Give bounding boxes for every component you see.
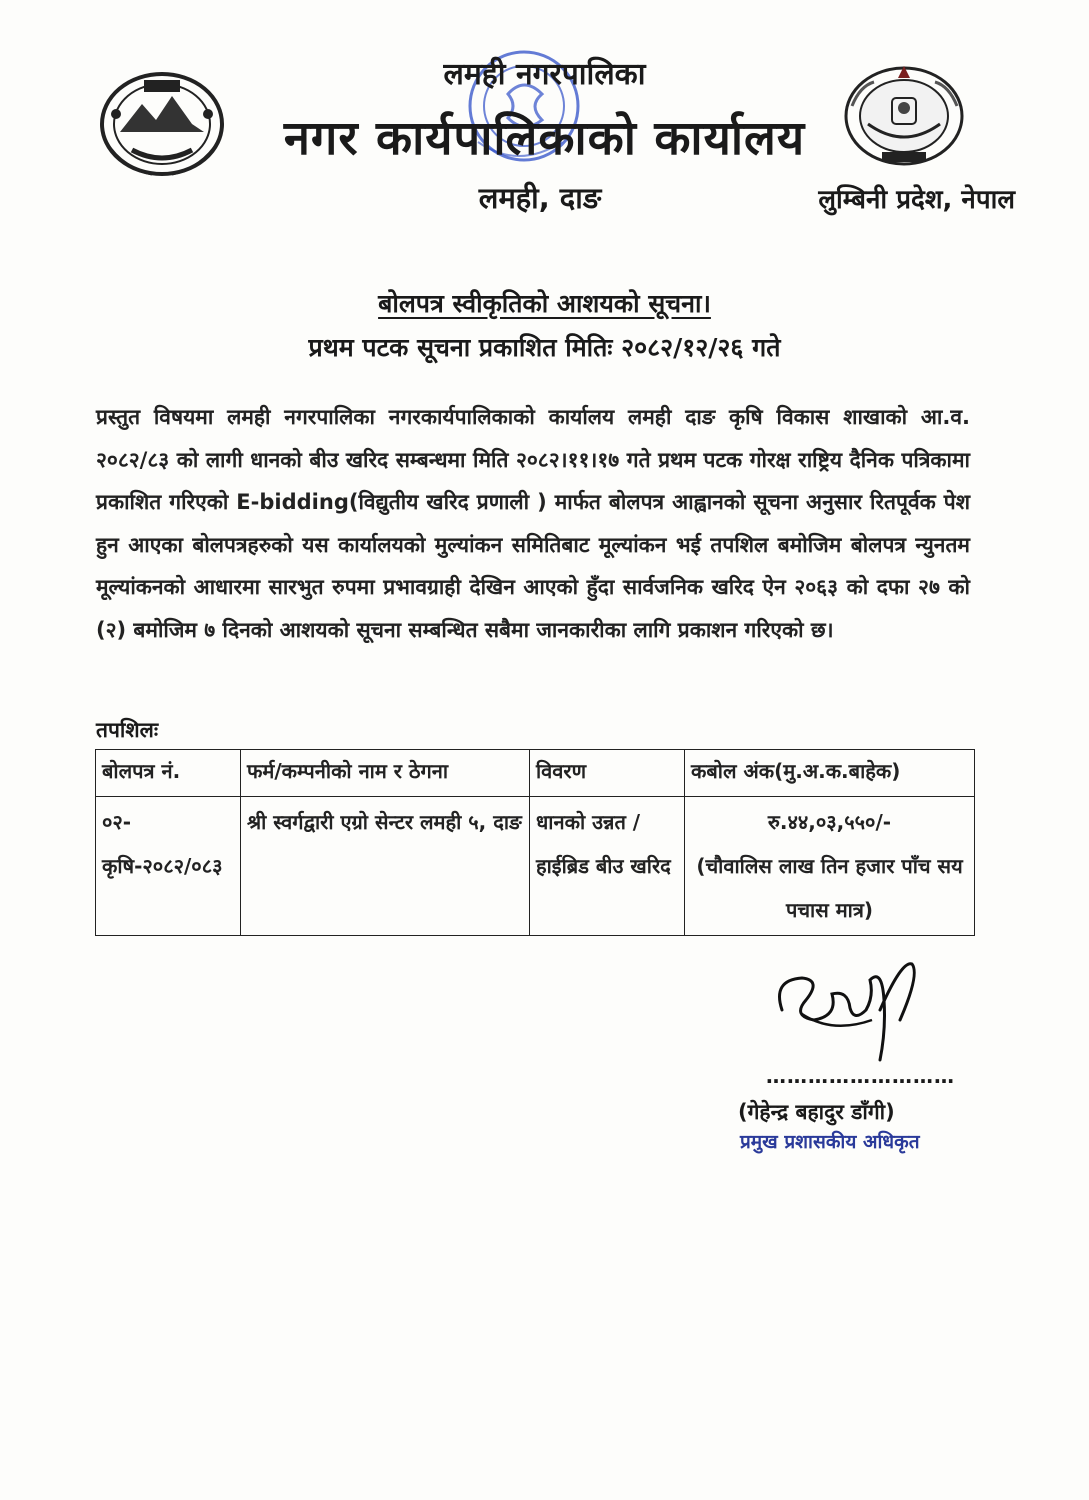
municipality-name: लमही नगरपालिका xyxy=(443,57,646,92)
notice-title-text: बोलपत्र स्वीकृतिको आशयको सूचना। xyxy=(378,289,711,318)
notice-title xyxy=(0,286,1089,320)
publish-date: प्रथम पटक सूचना प्रकाशित मितिः २०८२/१२/२६ गते xyxy=(308,333,781,362)
table-row xyxy=(96,797,975,936)
amount-words: (चौवालिस लाख तिन हजार पाँच सय पचास मात्र) xyxy=(696,854,963,922)
col-description: विवरण xyxy=(530,750,685,797)
office-title: नगर कार्यपालिकाको कार्यालय xyxy=(283,111,806,166)
signature-image xyxy=(762,950,952,1070)
province-label: लुम्बिनी प्रदेश, नेपाल xyxy=(818,185,1015,215)
signer-name: (गेहेन्द्र बहादुर डाँगी) xyxy=(738,1100,895,1124)
signer-title: प्रमुख प्रशासकीय अधिकृत xyxy=(740,1131,920,1153)
bid-table xyxy=(95,749,975,936)
cell-amount xyxy=(685,797,975,936)
signature-line: ……………………… xyxy=(766,1064,955,1088)
col-amount: कबोल अंक(मु.अ.क.बाहेक) xyxy=(685,750,975,797)
cell-bid-no: ०२-कृषि-२०८२/०८३ xyxy=(96,797,241,936)
notice-body: प्रस्तुत विषयमा लमही नगरपालिका नगरकार्यपालिकाको कार्यालय लमही दाङ कृषि विकास शाखाको आ.व. २०८२/८३ को लागी धानको बीउ खरिद सम्बन्धमा मिति २०८२।११।१७ गते प्रथम पटक गोरक्ष राष्ट्रिय दैनिक पत्रिकामा प्रकाशित गरिएको E-bidding(विद्युतीय खरिद प्रणाली ) मार्फत बोलपत्र आह्वानको सूचना अनुसार रितपूर्वक पेश हुन आएका बोलपत्रहरुको यस कार्यालयको मुल्यांकन समितिबाट मूल्यांकन भई तपशिल बमोजिम बोलपत्र न्युनतम मूल्यांकनको आधारमा सारभुत रुपमा प्रभावग्राही देखिन आएको हुँदा सार्वजनिक खरिद ऐन २०६३ को दफा २७ को (२) बमोजिम ७ दिनको आशयको सूचना सम्बन्धित सबैमा जानकारीका लागि प्रकाशन गरिएको छ। xyxy=(96,405,970,642)
cell-description: धानको उन्नत /हाईब्रिड बीउ खरिद xyxy=(530,797,685,936)
cell-firm: श्री स्वर्गद्वारी एग्रो सेन्टर लमही ५, दाङ xyxy=(241,797,530,936)
details-label: तपशिलः xyxy=(96,718,159,742)
office-location: लमही, दाङ xyxy=(478,181,602,215)
table-header-row xyxy=(96,750,975,797)
amount-figure: रु.४४,०३,५५०/- xyxy=(767,810,892,834)
col-bid-no: बोलपत्र नं. xyxy=(96,750,241,797)
col-firm: फर्म/कम्पनीको नाम र ठेगना xyxy=(241,750,530,797)
